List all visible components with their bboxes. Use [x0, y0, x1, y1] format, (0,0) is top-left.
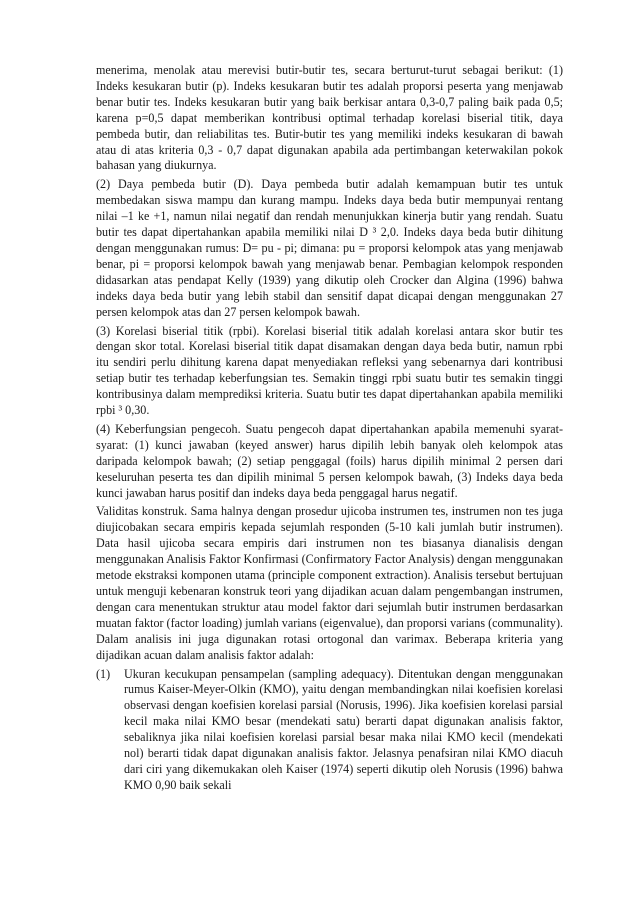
paragraph-construct-validity: Validitas konstruk. Sama halnya dengan prosedur ujicoba instrumen tes, instrumen non tes juga diujicobakan secara empiris kepada sejumlah responden (5-10 kali jumlah butir instrumen). Data hasil ujicoba secara empiris dari instrumen non tes biasanya dianalisis dengan menggunakan Analisis Faktor Konfirmasi (Confirmatory Factor Analysis) dengan menggunakan metode ekstraksi komponen utama (principle component extraction). Analisis tersebut bertujuan untuk menguji kebenaran konstruk teori yang dijadikan acuan dalam pengembangan instrumen, dengan cara menentukan struktur atau model faktor dari sejumlah butir instrumen berdasarkan muatan faktor (factor loading) jumlah varians (eigenvalue), dan proporsi varians (communality). Dalam analisis ini juga digunakan rotasi ortogonal dan varimax. Beberapa kriteria yang dijadikan acuan dalam analisis faktor adalah: [96, 504, 563, 662]
list-item-sampling-adequacy [96, 667, 563, 794]
list-item-text: Ukuran kecukupan pensampelan (sampling adequacy). Ditentukan dengan menggunakan rumus Kaiser-Meyer-Olkin (KMO), yaitu dengan membandingkan nilai koefisien korelasi observasi dengan koefisien korelasi parsial (Norusis, 1996). Jika koefisien korelasi parsial kecil maka nilai KMO besar (mendekati satu) berarti dapat digunakan analisis faktor, sebaliknya jika nilai koefisien korelasi parsial besar maka nilai KMO kecil (mendekati nol) berarti tidak dapat digunakan analisis faktor. Jelasnya penafsiran nilai KMO diacuh dari ciri yang dikemukakan oleh Kaiser (1974) seperti dikutip oleh Norusis (1996) bahwa KMO 0,90 baik sekali [124, 666, 563, 792]
list-item-number: (1) [96, 666, 111, 681]
paragraph-distractor-function: (4) Keberfungsian pengecoh. Suatu pengecoh dapat dipertahankan apabila memenuhi syarat-syarat: (1) kunci jawaban (keyed answer) harus dipilih lebih banyak oleh kelompok atas daripada kelompok bawah; (2) setiap penggagal (foils) harus dipilih minimal 2 persen dari keseluruhan peserta tes dan dipilih minimal 5 persen kelompok bawah, (3) Indeks daya beda kunci jawaban harus positif dan indeks daya beda penggagal harus negatif. [96, 421, 563, 500]
paragraph-point-biserial: (3) Korelasi biserial titik (rpbi). Korelasi biserial titik adalah korelasi antara skor butir tes dengan skor total. Korelasi biserial titik dapat disamakan dengan daya beda butir, namun rpbi itu sendiri perlu dihitung karena dapat menyediakan refleksi yang sebenarnya dari kontribusi setiap butir tes terhadap keberfungsian tes. Semakin tinggi rpbi suatu butir tes semakin tinggi kontribusinya dalam memprediksi kriteria. Suatu butir tes dapat dipertahankan apabila memiliki rpbi ³ 0,30. [96, 323, 563, 418]
document-page [96, 63, 563, 794]
paragraph-item-difficulty: menerima, menolak atau merevisi butir-butir tes, secara berturut-turut sebagai berikut: (1) Indeks kesukaran butir (p). Indeks kesukaran butir tes adalah proporsi peserta yang menjawab benar butir tes. Indeks kesukaran butir yang baik berkisar antara 0,3-0,7 paling baik pada 0,5; karena p=0,5 dapat memberikan kontribusi optimal terhadap korelasi biserial titik, daya pembeda butir, dan reliabilitas tes. Butir-butir tes yang memiliki indeks kesukaran di bawah atau di atas kriteria 0,3 - 0,7 dapat digunakan apabila ada pertimbangan keterwakilan pokok bahasan yang diukurnya. [96, 63, 563, 173]
paragraph-discrimination-power: (2) Daya pembeda butir (D). Daya pembeda butir adalah kemampuan butir tes untuk membedakan siswa mampu dan kurang mampu. Indeks daya beda butir mempunyai rentang nilai –1 ke +1, namun nilai negatif dan rendah menunjukkan kinerja butir yang rendah. Suatu butir tes dapat dipertahankan apabila memiliki nilai D ³ 2,0. Indeks daya beda butir dihitung dengan menggunakan rumus: D= pu - pi; dimana: pu = proporsi kelompok atas yang menjawab benar, pi = proporsi kelompok bawah yang menjawab benar. Pembagian kelompok responden didasarkan atas pendapat Kelly (1939) yang dikutip oleh Crocker dan Algina (1996) bahwa indeks daya beda butir yang lebih stabil dan sensitif dapat dicapai dengan menggunakan 27 persen kelompok atas dan 27 persen kelompok bawah. [96, 177, 563, 319]
